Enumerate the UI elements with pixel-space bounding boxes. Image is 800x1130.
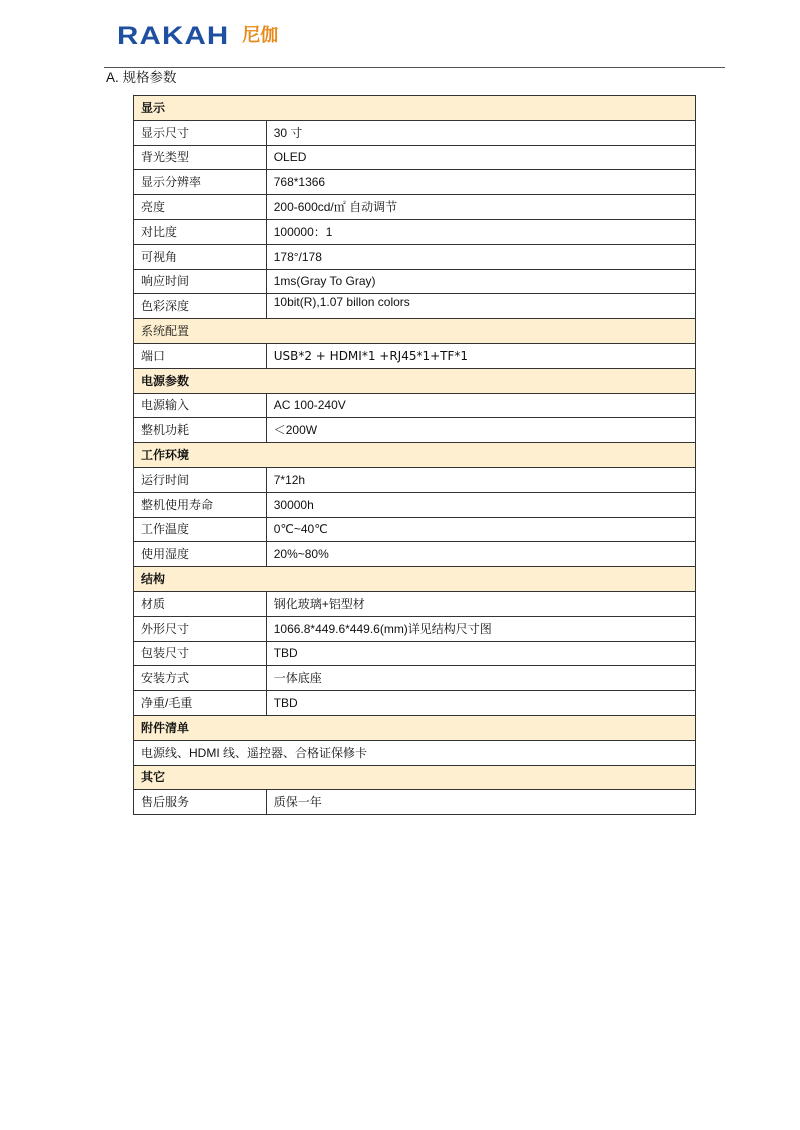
spec-label: 显示尺寸 [134, 120, 267, 145]
table-row [134, 691, 696, 716]
section-heading: A. 规格参数 [106, 70, 177, 85]
spec-label: 可视角 [134, 244, 267, 269]
table-row [134, 542, 696, 567]
spec-label: 显示分辨率 [134, 170, 267, 195]
spec-table [133, 95, 696, 815]
table-row [134, 145, 696, 170]
spec-label: 响应时间 [134, 269, 267, 294]
category-title: 结构 [134, 567, 696, 592]
spec-value: 100000：1 [266, 219, 695, 244]
table-row [134, 294, 696, 319]
category-title: 其它 [134, 765, 696, 790]
spec-label: 端口 [134, 343, 267, 368]
spec-value: 1ms(Gray To Gray) [266, 269, 695, 294]
table-row [134, 740, 696, 765]
table-row [134, 666, 696, 691]
header-divider [104, 67, 725, 68]
category-row-system [134, 319, 696, 344]
spec-label: 运行时间 [134, 467, 267, 492]
spec-label: 外形尺寸 [134, 616, 267, 641]
table-row [134, 219, 696, 244]
spec-value: 10bit(R),1.07 billon colors [266, 294, 695, 319]
logo-chinese-text: 尼伽 [242, 25, 279, 46]
spec-label: 色彩深度 [134, 294, 267, 319]
table-row [134, 616, 696, 641]
table-row [134, 195, 696, 220]
spec-value: 1066.8*449.6*449.6(mm)详见结构尺寸图 [266, 616, 695, 641]
spec-label: 电源输入 [134, 393, 267, 418]
logo-latin-text: RAKAH [117, 22, 230, 50]
spec-value: 178°/178 [266, 244, 695, 269]
spec-value: 200-600cd/㎡ 自动调节 [266, 195, 695, 220]
spec-label: 对比度 [134, 219, 267, 244]
table-row [134, 343, 696, 368]
category-title: 系统配置 [134, 319, 696, 344]
table-row [134, 244, 696, 269]
spec-value: 钢化玻璃+铝型材 [266, 591, 695, 616]
table-row [134, 393, 696, 418]
category-row-display [134, 96, 696, 121]
category-title: 显示 [134, 96, 696, 121]
table-row [134, 467, 696, 492]
table-row [134, 790, 696, 815]
category-title: 附件清单 [134, 715, 696, 740]
table-row [134, 170, 696, 195]
spec-value: USB*2 + HDMI*1 +RJ45*1+TF*1 [266, 343, 695, 368]
spec-label: 工作温度 [134, 517, 267, 542]
spec-label: 使用湿度 [134, 542, 267, 567]
table-row [134, 120, 696, 145]
table-row [134, 492, 696, 517]
category-title: 电源参数 [134, 368, 696, 393]
spec-value: 一体底座 [266, 666, 695, 691]
spec-label: 整机功耗 [134, 418, 267, 443]
spec-value: OLED [266, 145, 695, 170]
spec-label: 整机使用寿命 [134, 492, 267, 517]
spec-label: 净重/毛重 [134, 691, 267, 716]
spec-label: 安装方式 [134, 666, 267, 691]
category-row-power [134, 368, 696, 393]
spec-label: 亮度 [134, 195, 267, 220]
table-row [134, 269, 696, 294]
category-row-other [134, 765, 696, 790]
category-row-structure [134, 567, 696, 592]
table-row [134, 418, 696, 443]
spec-value: AC 100-240V [266, 393, 695, 418]
category-row-accessories [134, 715, 696, 740]
spec-label: 售后服务 [134, 790, 267, 815]
spec-label: 包装尺寸 [134, 641, 267, 666]
accessories-list: 电源线、HDMI 线、遥控器、合格证保修卡 [134, 740, 696, 765]
table-row [134, 517, 696, 542]
spec-label: 背光类型 [134, 145, 267, 170]
spec-value: ＜200W [266, 418, 695, 443]
spec-value: 20%~80% [266, 542, 695, 567]
brand-logo [117, 23, 278, 49]
spec-value: 7*12h [266, 467, 695, 492]
table-row [134, 641, 696, 666]
spec-value: 30 寸 [266, 120, 695, 145]
spec-value: 质保一年 [266, 790, 695, 815]
spec-value: 768*1366 [266, 170, 695, 195]
spec-value: TBD [266, 691, 695, 716]
category-title: 工作环境 [134, 443, 696, 468]
spec-value: TBD [266, 641, 695, 666]
spec-value: 30000h [266, 492, 695, 517]
table-row [134, 591, 696, 616]
spec-value: 0℃~40℃ [266, 517, 695, 542]
category-row-environment [134, 443, 696, 468]
spec-label: 材质 [134, 591, 267, 616]
